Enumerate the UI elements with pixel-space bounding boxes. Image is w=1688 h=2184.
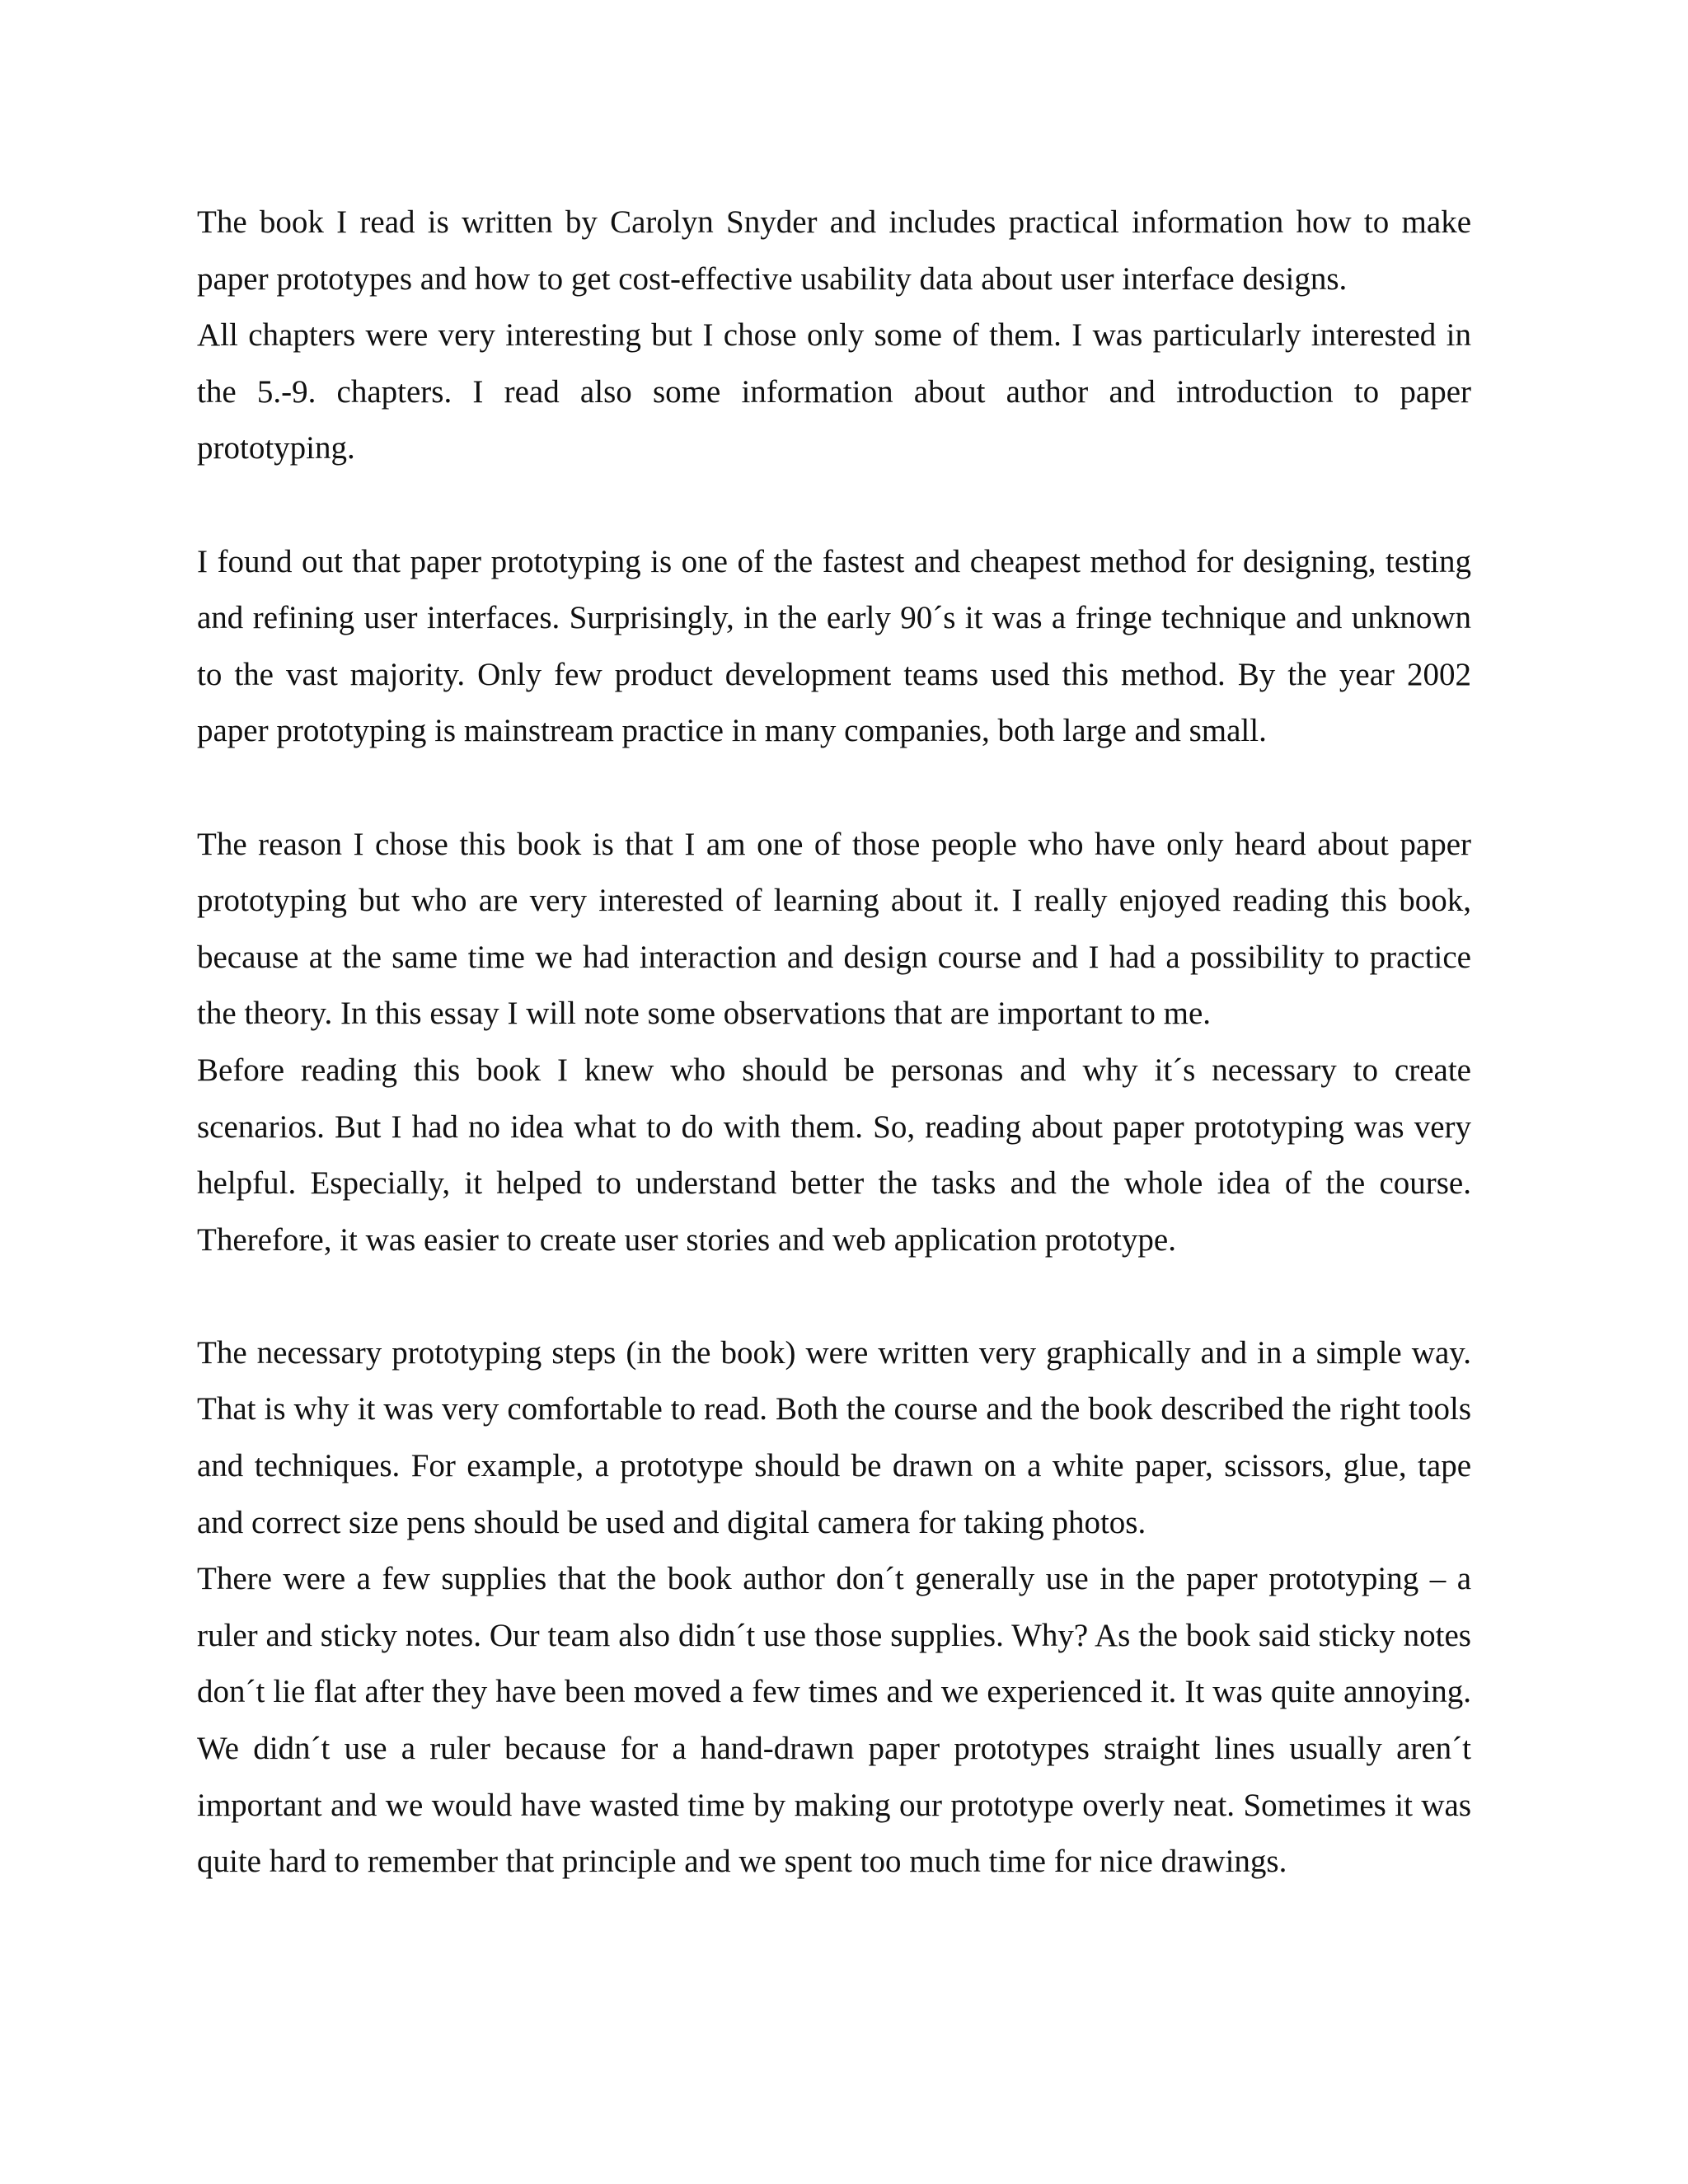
paragraph-chapters: All chapters were very interesting but I chose only some of them. I was particularly interested in the 5.-9. chapters. I read also some information about author and introduction to paper prototyping. [197,317,1471,466]
paragraph-book-intro: The book I read is written by Carolyn Snyder and includes practical information how to make paper prototypes and how to get cost-effective usability data about user interface designs. [197,204,1471,297]
paragraph-prototyping-history: I found out that paper prototyping is one of the fastest and cheapest method for designing, testing and refining user interfaces. Surprisingly, in the early 90´s it was a fringe technique and unknown to the vast majority. Only few product development teams used this method. By the year 2002 paper prototyping is mainstream practice in many companies, both large and small. [197,543,1471,749]
paragraph-personas: Before reading this book I knew who should be personas and why it´s necessary to create scenarios. But I had no idea what to do with them. So, reading about paper prototyping was very helpful. Especially, it helped to understand better the tasks and the whole idea of the course. Therefore, it was easier to create user stories and web application prototype. [197,1052,1471,1258]
paragraph-supplies: There were a few supplies that the book author don´t generally use in the paper prototyping – a ruler and sticky notes. Our team also didn´t use those supplies. Why? As the book said sticky notes don´t lie flat after they have been moved a few times and we experienced it. It was quite annoying. We didn´t use a ruler because for a hand-drawn paper prototypes straight lines usually aren´t important and we would have wasted time by making our prototype overly neat. Sometimes it was quite hard to remember that principle and we spent too much time for nice drawings. [197,1561,1471,1880]
paragraph-reason: The reason I chose this book is that I am one of those people who have only heard about paper prototyping but who are very interested of learning about it. I really enjoyed reading this book, because at the same time we had interaction and design course and I had a possibility to practice the theory. In this essay I will note some observations that are important to me. [197,826,1471,1032]
paragraph-tools: The necessary prototyping steps (in the book) were written very graphically and in a simple way. That is why it was very comfortable to read. Both the course and the book described the right tools and techniques. For example, a prototype should be drawn on a white paper, scissors, glue, tape and correct size pens should be used and digital camera for taking photos. [197,1334,1471,1540]
essay-body [197,194,1471,1891]
